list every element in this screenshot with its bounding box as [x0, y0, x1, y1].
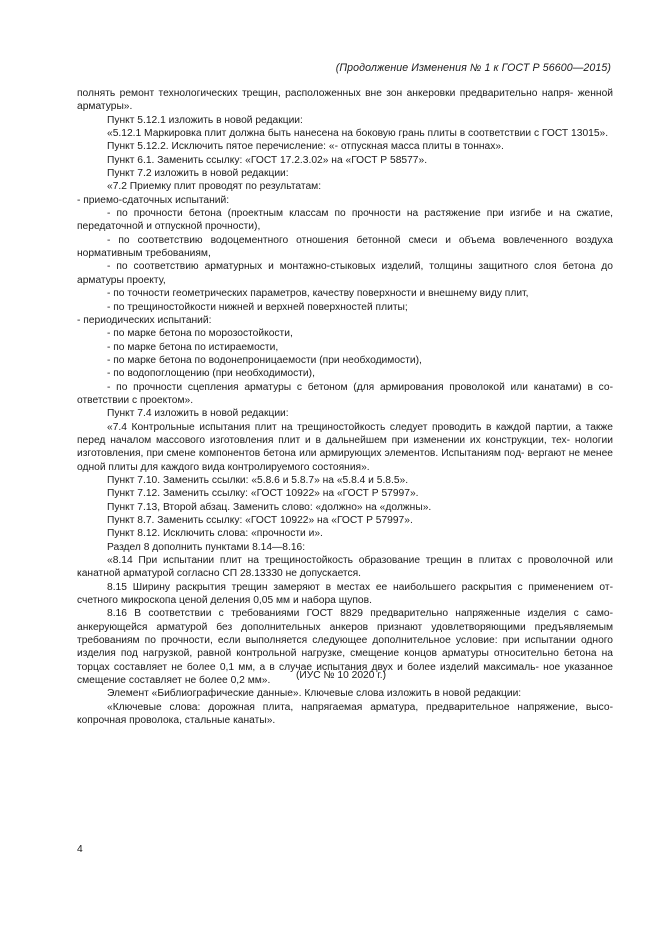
paragraph-21: «7.4 Контрольные испытания плит на трещиностойкость следует проводить в каждой партии, а также перед началом массового изготовления плит и в дальнейшем при изменении их конструкции, тех- нологии изготовления, при смене компонентов бетона или армирующих элементов. Испытаниям под- вергают не менее одной плиты для каждого вида контролируемого состояния».	[77, 421, 613, 473]
paragraph-16: - по марке бетона по истираемости,	[107, 341, 279, 353]
paragraph-2: Пункт 5.12.1 изложить в новой редакции:	[107, 114, 303, 126]
paragraph-31: Элемент «Библиографические данные». Ключевые слова изложить в новой редакции:	[107, 688, 522, 700]
paragraph-23: Пункт 7.12. Заменить ссылку: «ГОСТ 10922» на «ГОСТ Р 57997».	[107, 488, 419, 500]
paragraph-12: - по точности геометрических параметров, качеству поверхности и внешнему виду плит,	[107, 288, 529, 300]
paragraph-24: Пункт 7.13, Второй абзац. Заменить слово: «должно» на «должны».	[107, 501, 432, 513]
paragraph-10: - по соответствию водоцементного отношения бетонной смеси и объема вовлеченного воздуха нормативным требованиям,	[77, 234, 613, 260]
paragraph-6: Пункт 7.2 изложить в новой редакции:	[107, 168, 289, 180]
paragraph-15: - по марке бетона по морозостойкости,	[107, 328, 293, 340]
paragraph-18: - по водопоглощению (при необходимости),	[107, 368, 315, 380]
paragraph-8: - приемо-сдаточных испытаний:	[77, 194, 230, 206]
paragraph-1: полнять ремонт технологических трещин, расположенных вне зон анкеровки предварительно напря- женной арматуры».	[77, 88, 613, 113]
paragraph-26: Пункт 8.12. Исключить слова: «прочности и».	[107, 528, 323, 540]
document-body	[77, 87, 613, 728]
paragraph-25: Пункт 8.7. Заменить ссылку: «ГОСТ 10922» на «ГОСТ Р 57997».	[107, 515, 413, 526]
page-number: 4	[77, 844, 83, 855]
paragraph-19: - по прочности сцепления арматуры с бетоном (для армирования проволокой или канатами) в со- ответствии с проектом».	[77, 381, 613, 406]
paragraph-27: Раздел 8 дополнить пунктами 8.14—8.16:	[107, 541, 306, 553]
paragraph-28: «8.14 При испытании плит на трещиностойкость образование трещин в плитах с проволочной или канатной арматурой согласно СП 28.13330 не допускается.	[77, 555, 613, 580]
paragraph-17: - по марке бетона по водонепроницаемости (при необходимости),	[107, 354, 422, 366]
paragraph-20: Пункт 7.4 изложить в новой редакции:	[107, 408, 289, 420]
paragraph-13: - по трещиностойкости нижней и верхней поверхностей плиты;	[107, 301, 408, 313]
paragraph-4: Пункт 5.12.2. Исключить пятое перечисление: «- отпускная масса плиты в тоннах».	[107, 141, 504, 153]
paragraph-7: «7.2 Приемку плит проводят по результатам:	[107, 181, 322, 193]
ius-reference: (ИУС № 10 2020 г.)	[296, 670, 387, 681]
paragraph-14: - периодических испытаний:	[77, 314, 212, 326]
paragraph-3: «5.12.1 Маркировка плит должна быть нанесена на боковую грань плиты в соответствии с ГОСТ 13015».	[107, 128, 609, 140]
paragraph-22: Пункт 7.10. Заменить ссылки: «5.8.6 и 5.8.7» на «5.8.4 и 5.8.5».	[107, 474, 409, 486]
paragraph-9: - по прочности бетона (проектным классам по прочности на растяжение при изгибе и на сжатие, передаточной и отпускной прочности),	[77, 208, 613, 233]
paragraph-29: 8.15 Ширину раскрытия трещин замеряют в местах ее наибольшего раскрытия с применением от- счетного микроскопа ценой деления 0,05 мм и набора щупов.	[77, 581, 613, 607]
paragraph-5: Пункт 6.1. Заменить ссылку: «ГОСТ 17.2.3.02» на «ГОСТ Р 58577».	[107, 154, 428, 166]
paragraph-11: - по соответствию арматурных и монтажно-стыковых изделий, толщины защитного слоя бетона до арматуры проекту,	[77, 261, 613, 286]
paragraph-30: 8.16 В соответствии с требованиями ГОСТ 8829 предварительно напряженные изделия с само- анкерующейся арматурой без дополнительных анкеров признают удовлетворяющими предъявляемым требованиям по прочности, если выполняется следующее дополнительное условие: при испытании одного изделия под нагрузкой, равной контрольной нагрузке, смещение концов арматуры относительно бетона на торцах составляет не более 0,1 мм, а в случае испытания двух и более изделий максималь- ное указанное смещение составляет не более 0,2 мм».	[77, 608, 613, 687]
paragraph-32: «Ключевые слова: дорожная плита, напрягаемая арматура, предварительное напряжение, высо- копрочная проволока, стальные канаты».	[77, 701, 613, 727]
continuation-header: (Продолжение Изменения № 1 к ГОСТ Р 56600—2015)	[335, 62, 611, 74]
